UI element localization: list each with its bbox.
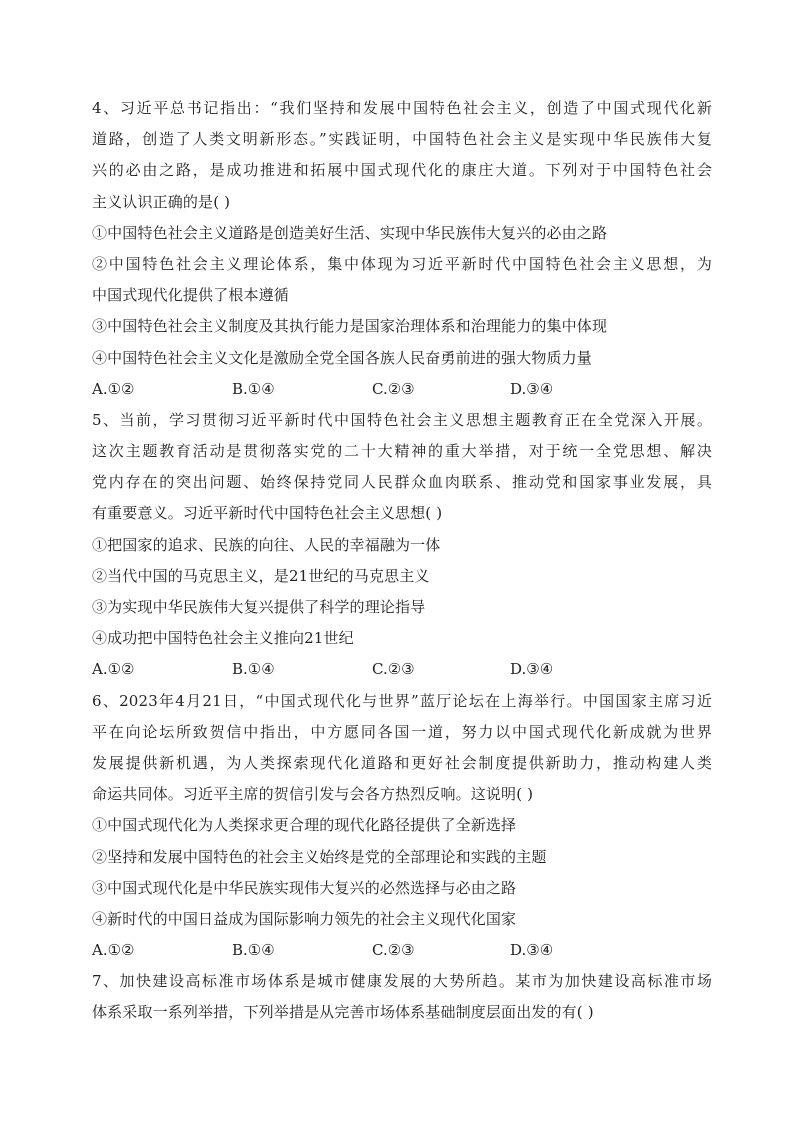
statement-line: ③中国式现代化是中华民族实现伟大复兴的必然选择与必由之路 bbox=[92, 878, 517, 897]
question-stem-line: 命运共同体。习近平主席的贺信引发与会各方热烈反响。这说明( ) bbox=[92, 785, 534, 804]
question-stem-line: 这次主题教育活动是贯彻落实党的二十大精神的重大举措，对于统一全党思想、解决 bbox=[92, 442, 712, 461]
statement-line: ①中国特色社会主义道路是创造美好生活、实现中华民族伟大复兴的必由之路 bbox=[92, 223, 608, 242]
question-stem-line: 4、习近平总书记指出：“我们坚持和发展中国特色社会主义，创造了中国式现代化新 bbox=[92, 99, 712, 117]
option-b: B.①④ bbox=[232, 660, 275, 679]
option-d: D.③④ bbox=[510, 660, 554, 679]
statement-line: ④成功把中国特色社会主义推向21世纪 bbox=[92, 629, 354, 648]
question-7 bbox=[92, 966, 712, 1028]
question-stem-line: 7、加快建设高标准市场体系是城市健康发展的大势所趋。某市为加快建设高标准市场 bbox=[92, 972, 712, 991]
option-d: D.③④ bbox=[510, 941, 554, 960]
question-stem-line: 6、2023年4月21日，“中国式现代化与世界”蓝厅论坛在上海举行。中国国家主席习近 bbox=[92, 691, 712, 710]
option-d: D.③④ bbox=[510, 379, 554, 398]
option-a: A.①② bbox=[92, 660, 135, 679]
statement-line: ④新时代的中国日益成为国际影响力领先的社会主义现代化国家 bbox=[92, 909, 517, 928]
question-5 bbox=[92, 405, 712, 686]
exam-page bbox=[92, 93, 712, 1029]
answer-options bbox=[92, 935, 712, 966]
statement-line: ②当代中国的马克思主义，是21世纪的马克思主义 bbox=[92, 566, 430, 585]
answer-options bbox=[92, 654, 712, 685]
question-stem-line: 5、当前，学习贯彻习近平新时代中国特色社会主义思想主题教育正在全党深入开展。 bbox=[92, 410, 712, 429]
statement-line: ①把国家的追求、民族的向往、人民的幸福融为一体 bbox=[92, 535, 441, 554]
statement-line: ②坚持和发展中国特色的社会主义始终是党的全部理论和实践的主题 bbox=[92, 847, 547, 866]
question-stem-line: 兴的必由之路，是成功推进和拓展中国式现代化的康庄大道。下列对于中国特色社会 bbox=[92, 161, 712, 180]
question-6 bbox=[92, 686, 712, 967]
statement-line: ②中国特色社会主义理论体系，集中体现为习近平新时代中国特色社会主义思想，为 bbox=[92, 254, 712, 273]
answer-options bbox=[92, 374, 712, 405]
option-a: A.①② bbox=[92, 379, 135, 398]
option-c: C.②③ bbox=[372, 379, 415, 398]
question-stem-line: 道路，创造了人类文明新形态。”实践证明，中国特色社会主义是实现中华民族伟大复 bbox=[92, 130, 712, 149]
statement-line: ④中国特色社会主义文化是激励全党全国各族人民奋勇前进的强大物质力量 bbox=[92, 348, 592, 367]
statement-line: ①中国式现代化为人类探求更合理的现代化路径提供了全新选择 bbox=[92, 816, 517, 835]
option-b: B.①④ bbox=[232, 941, 275, 960]
option-c: C.②③ bbox=[372, 941, 415, 960]
option-c: C.②③ bbox=[372, 660, 415, 679]
question-stem-line: 平在向论坛所致贺信中指出，中方愿同各国一道，努力以中国式现代化新成就为世界 bbox=[92, 722, 712, 741]
question-stem-line: 体系采取一系列举措，下列举措是从完善市场体系基础制度层面出发的有( ) bbox=[92, 1003, 594, 1022]
question-stem-line: 主义认识正确的是( ) bbox=[92, 192, 231, 211]
statement-line: ③中国特色社会主义制度及其执行能力是国家治理体系和治理能力的集中体现 bbox=[92, 317, 608, 336]
statement-line: 中国式现代化提供了根本遵循 bbox=[92, 286, 289, 305]
question-stem-line: 党内存在的突出问题、始终保持党同人民群众血肉联系、推动党和国家事业发展，具 bbox=[92, 473, 712, 492]
option-b: B.①④ bbox=[232, 379, 275, 398]
statement-line: ③为实现中华民族伟大复兴提供了科学的理论指导 bbox=[92, 598, 426, 616]
question-4 bbox=[92, 93, 712, 405]
question-stem-line: 发展提供新机遇，为人类探索现代化道路和更好社会制度提供新助力，推动构建人类 bbox=[92, 753, 712, 772]
question-stem-line: 有重要意义。习近平新时代中国特色社会主义思想( ) bbox=[92, 504, 443, 523]
option-a: A.①② bbox=[92, 941, 135, 960]
